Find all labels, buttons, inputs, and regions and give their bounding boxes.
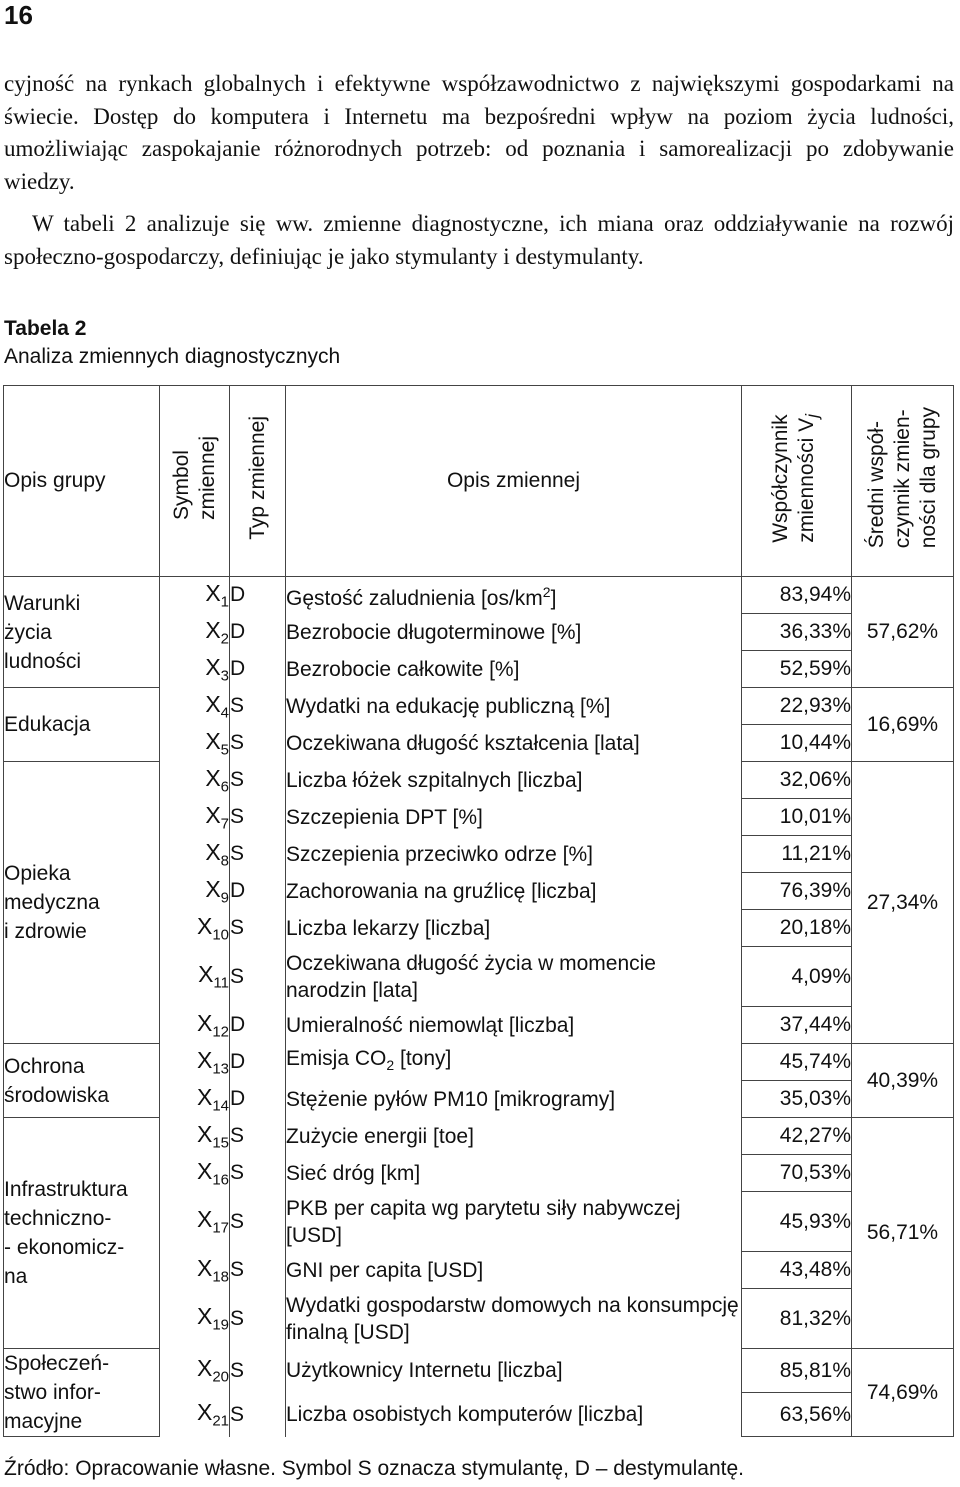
variable-description-cell: Bezrobocie długoterminowe [%] [286, 614, 742, 651]
variation-coefficient-cell: 10,44% [742, 725, 852, 762]
variable-description-cell: Emisja $CO_2$ [tony] [286, 1044, 742, 1081]
variable-description-cell: Sieć dróg [km] [286, 1155, 742, 1192]
variation-coefficient-cell: 45,93% [742, 1192, 852, 1252]
variable-symbol-cell: $X_{20}$ [160, 1349, 230, 1393]
table-row [4, 1118, 954, 1155]
variation-coefficient-cell: 81,32% [742, 1289, 852, 1349]
variable-symbol-cell: $X_{14}$ [160, 1081, 230, 1118]
group-average-cell: 74,69% [852, 1349, 954, 1437]
group-name-cell: Opieka medyczna i zdrowie [4, 762, 160, 1044]
variable-type-cell: S [230, 1252, 286, 1289]
variation-coefficient-cell: 52,59% [742, 651, 852, 688]
group-name-cell: Edukacja [4, 688, 160, 762]
header-group-description: Opis grupy [4, 386, 160, 577]
variable-description-cell: Oczekiwana długość życia w momencie narodzin [lata] [286, 947, 742, 1007]
variable-type-cell: D [230, 577, 286, 614]
group-average-cell: 27,34% [852, 762, 954, 1044]
variation-coefficient-cell: 37,44% [742, 1007, 852, 1044]
table-row [4, 688, 954, 725]
variable-symbol-cell: $X_{15}$ [160, 1118, 230, 1155]
variable-symbol-cell: $X_4$ [160, 688, 230, 725]
variable-type-cell: S [230, 947, 286, 1007]
group-name-cell: Infrastruktura techniczno- - ekonomicz- na [4, 1118, 160, 1349]
variable-description-cell: Szczepienia DPT [%] [286, 799, 742, 836]
table-row [4, 1044, 954, 1081]
variation-coefficient-cell: 22,93% [742, 688, 852, 725]
variable-type-cell: S [230, 910, 286, 947]
variation-coefficient-cell: 36,33% [742, 614, 852, 651]
variable-type-cell: D [230, 1081, 286, 1118]
group-average-cell: 56,71% [852, 1118, 954, 1349]
variation-coefficient-cell: 83,94% [742, 577, 852, 614]
variable-type-cell: S [230, 1393, 286, 1437]
variable-symbol-cell: $X_{10}$ [160, 910, 230, 947]
variation-coefficient-cell: 11,21% [742, 836, 852, 873]
variable-symbol-cell: $X_9$ [160, 873, 230, 910]
variable-symbol-cell: $X_8$ [160, 836, 230, 873]
variable-symbol-cell: $X_{18}$ [160, 1252, 230, 1289]
variable-type-cell: D [230, 651, 286, 688]
variable-symbol-cell: $X_1$ [160, 577, 230, 614]
group-average-cell: 40,39% [852, 1044, 954, 1118]
variable-type-cell: D [230, 1044, 286, 1081]
header-group-average-coefficient: Średni współ- czynnik zmien- ności dla grupy [852, 386, 954, 577]
variable-type-cell: S [230, 1289, 286, 1349]
paragraph-2: W tabeli 2 analizuje się ww. zmienne diagnostyczne, ich miana oraz oddziaływanie na rozwój społeczno-gospodarczy, definiując je jako stymulanty i destymulanty. [4, 211, 954, 269]
variable-description-cell: Zużycie energii [toe] [286, 1118, 742, 1155]
variable-type-cell: D [230, 1007, 286, 1044]
variable-description-cell: Gęstość zaludnienia $[os/km^2]$ [286, 577, 742, 614]
source-note: Źródło: Opracowanie własne. Symbol S oznacza stymulantę, D – destymulantę. [4, 1457, 745, 1480]
variable-description-cell: Zachorowania na gruźlicę [liczba] [286, 873, 742, 910]
header-variable-symbol: Symbol zmiennej [160, 386, 230, 577]
table-title: Analiza zmiennych diagnostycznych [4, 345, 341, 368]
diagnostic-variables-table [3, 385, 954, 1437]
variation-coefficient-cell: 45,74% [742, 1044, 852, 1081]
variable-description-cell: Stężenie pyłów PM10 [mikrogramy] [286, 1081, 742, 1118]
variation-coefficient-cell: 35,03% [742, 1081, 852, 1118]
variation-coefficient-cell: 32,06% [742, 762, 852, 799]
variable-symbol-cell: $X_{13}$ [160, 1044, 230, 1081]
group-name-cell: Społeczeń- stwo infor- macyjne [4, 1349, 160, 1437]
variable-description-cell: GNI per capita [USD] [286, 1252, 742, 1289]
table-row [4, 762, 954, 799]
variable-type-cell: S [230, 762, 286, 799]
table-row [4, 1349, 954, 1393]
variation-coefficient-cell: 20,18% [742, 910, 852, 947]
variable-type-cell: S [230, 1192, 286, 1252]
group-average-cell: 16,69% [852, 688, 954, 762]
variable-description-cell: Liczba lekarzy [liczba] [286, 910, 742, 947]
variable-type-cell: S [230, 1349, 286, 1393]
variation-coefficient-cell: 10,01% [742, 799, 852, 836]
table-body [4, 577, 954, 1437]
variable-description-cell: PKB per capita wg parytetu siły nabywczej [USD] [286, 1192, 742, 1252]
table-header-row [4, 386, 954, 577]
variable-description-cell: Umieralność niemowląt [liczba] [286, 1007, 742, 1044]
variable-description-cell: Bezrobocie całkowite [%] [286, 651, 742, 688]
variation-coefficient-cell: 63,56% [742, 1393, 852, 1437]
variation-coefficient-cell: 70,53% [742, 1155, 852, 1192]
variable-type-cell: S [230, 836, 286, 873]
variable-symbol-cell: $X_{11}$ [160, 947, 230, 1007]
table-row [4, 577, 954, 614]
variable-symbol-cell: $X_5$ [160, 725, 230, 762]
variable-type-cell: S [230, 1118, 286, 1155]
variable-symbol-cell: $X_{17}$ [160, 1192, 230, 1252]
variable-description-cell: Liczba osobistych komputerów [liczba] [286, 1393, 742, 1437]
variation-coefficient-cell: 85,81% [742, 1349, 852, 1393]
variation-coefficient-cell: 76,39% [742, 873, 852, 910]
variation-coefficient-cell: 4,09% [742, 947, 852, 1007]
variable-type-cell: D [230, 614, 286, 651]
table-label: Tabela 2 [4, 317, 87, 340]
variation-coefficient-cell: 43,48% [742, 1252, 852, 1289]
variable-symbol-cell: $X_{12}$ [160, 1007, 230, 1044]
variable-symbol-cell: $X_{19}$ [160, 1289, 230, 1349]
variable-symbol-cell: $X_6$ [160, 762, 230, 799]
variation-coefficient-cell: 42,27% [742, 1118, 852, 1155]
variable-description-cell: Szczepienia przeciwko odrze [%] [286, 836, 742, 873]
header-variable-type: Typ zmiennej [230, 386, 286, 577]
variable-symbol-cell: $X_{16}$ [160, 1155, 230, 1192]
page-number: 16 [4, 0, 33, 30]
variable-description-cell: Wydatki gospodarstw domowych na konsumpcję finalną [USD] [286, 1289, 742, 1349]
variable-type-cell: D [230, 873, 286, 910]
variable-symbol-cell: $X_3$ [160, 651, 230, 688]
variable-symbol-cell: $X_2$ [160, 614, 230, 651]
group-name-cell: Ochrona środowiska [4, 1044, 160, 1118]
variable-type-cell: S [230, 799, 286, 836]
header-variable-description: Opis zmiennej [286, 386, 742, 577]
variable-symbol-cell: $X_7$ [160, 799, 230, 836]
variable-type-cell: S [230, 725, 286, 762]
variable-description-cell: Użytkownicy Internetu [liczba] [286, 1349, 742, 1393]
group-average-cell: 57,62% [852, 577, 954, 688]
variable-type-cell: S [230, 688, 286, 725]
variable-symbol-cell: $X_{21}$ [160, 1393, 230, 1437]
variable-description-cell: Oczekiwana długość kształcenia [lata] [286, 725, 742, 762]
variable-type-cell: S [230, 1155, 286, 1192]
paragraph-1: cyjność na rynkach globalnych i efektywne współzawodnictwo z największymi gospodarkami na świecie. Dostęp do komputera i Internetu ma bezpośredni wpływ na poziom życia ludności, umożliwiając zaspokajanie różnorodnych potrzeb: od poznania i samorealizacji po zdobywanie wiedzy. [4, 71, 954, 194]
variable-description-cell: Wydatki na edukację publiczną [%] [286, 688, 742, 725]
variable-description-cell: Liczba łóżek szpitalnych [liczba] [286, 762, 742, 799]
group-name-cell: Warunki życia ludności [4, 577, 160, 688]
header-variation-coefficient: Współczynnik zmienności $V_j$ [742, 386, 852, 577]
